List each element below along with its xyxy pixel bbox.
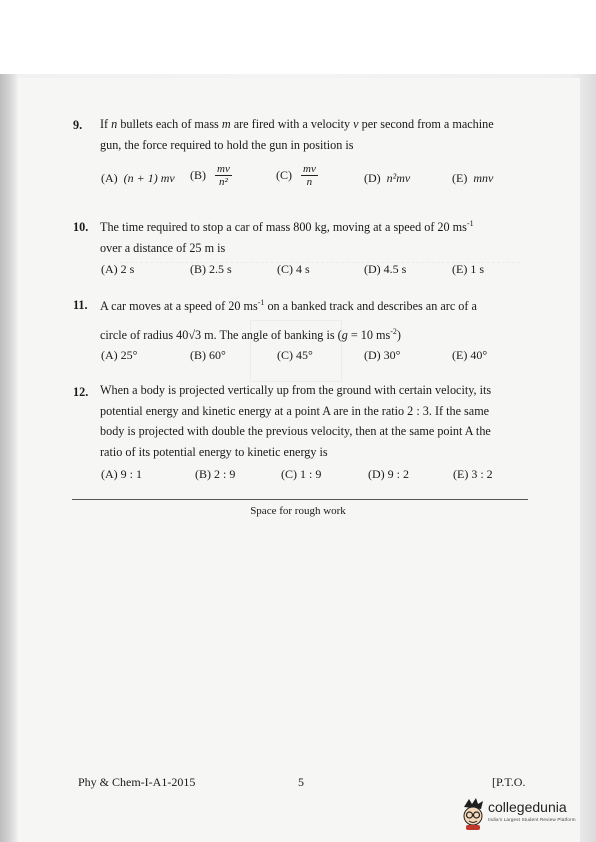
option-d: (D) 4.5 s xyxy=(364,262,407,276)
option-b: (B) 2.5 s xyxy=(190,262,232,276)
fraction: $\frac{mv}{n}$ xyxy=(303,163,316,188)
question-line: over a distance of 25 m is xyxy=(100,240,226,255)
question-line: If n bullets each of mass m are fired with a velocity v per second from a machine xyxy=(100,117,494,131)
question-line: circle of radius 40√3 m. The angle of banking is (g = 10 $ms^{-2}$) xyxy=(100,326,401,342)
option-e: (E) mnv xyxy=(452,171,494,185)
option-c: (C) 4 s xyxy=(277,262,310,276)
option-c: (C) $\frac{mv}{n}$ xyxy=(276,163,316,188)
option-a: (A) (n + 1) mv xyxy=(101,171,175,185)
option-b: (B) 60° xyxy=(190,348,226,362)
option-e: (E) 3 : 2 xyxy=(453,467,493,481)
paper-code: Phy & Chem-I-A1-2015 xyxy=(78,775,196,789)
question-line: The time required to stop a car of mass 800 kg, moving at a speed of 20 $ms^{-1}$ xyxy=(100,219,474,235)
collegedunia-logo xyxy=(460,797,588,833)
option-a: (A) 9 : 1 xyxy=(101,467,142,481)
fraction: $\frac{mv}{\text{n²}}$ xyxy=(217,163,230,188)
option-e: (E) 40° xyxy=(452,348,488,362)
pto-label: [P.T.O. xyxy=(492,775,526,789)
rough-work-label: Space for rough work xyxy=(250,505,346,517)
question-number: 9. xyxy=(73,118,83,132)
question-line: potential energy and kinetic energy at a point A are in the ratio 2 : 3. If the same xyxy=(100,403,490,418)
option-d: (D) 30° xyxy=(364,348,401,362)
option-b: (B) 2 : 9 xyxy=(195,467,236,481)
option-e: (E) 1 s xyxy=(452,262,484,276)
logo-tagline: India's Largest Student Review Platform xyxy=(488,817,576,822)
question-text xyxy=(100,380,540,462)
page-number: 5 xyxy=(298,775,304,789)
option-a: (A) 2 s xyxy=(101,262,135,276)
option-d: (D) 9 : 2 xyxy=(368,467,409,481)
question-text xyxy=(100,114,530,155)
question-line: ratio of its potential energy to kinetic energy is xyxy=(100,444,328,459)
question-number: 10. xyxy=(73,220,89,234)
question-number: 11. xyxy=(73,298,88,312)
question-text xyxy=(100,214,530,258)
logo-name: collegedunia xyxy=(488,799,567,815)
question-number: 12. xyxy=(73,385,89,399)
mascot-face-icon xyxy=(460,797,486,831)
question-line: body is projected with double the previous velocity, then at the same point A the xyxy=(100,424,491,438)
option-d: (D) n²mv xyxy=(364,171,411,185)
question-line: A car moves at a speed of 20 $ms^{-1}$ on a banked track and describes an arc of a xyxy=(100,298,477,314)
option-b: (B) $\frac{mv}{\text{n²}}$ xyxy=(190,163,230,188)
question-text xyxy=(100,293,530,345)
question-line: When a body is projected vertically up from the ground with certain velocity, its xyxy=(100,383,492,397)
question-line: gun, the force required to hold the gun in position is xyxy=(100,137,354,152)
option-c: (C) 1 : 9 xyxy=(281,467,322,481)
divider-line xyxy=(72,499,528,500)
option-c: (C) 45° xyxy=(277,348,313,362)
option-a: (A) 25° xyxy=(101,348,138,362)
